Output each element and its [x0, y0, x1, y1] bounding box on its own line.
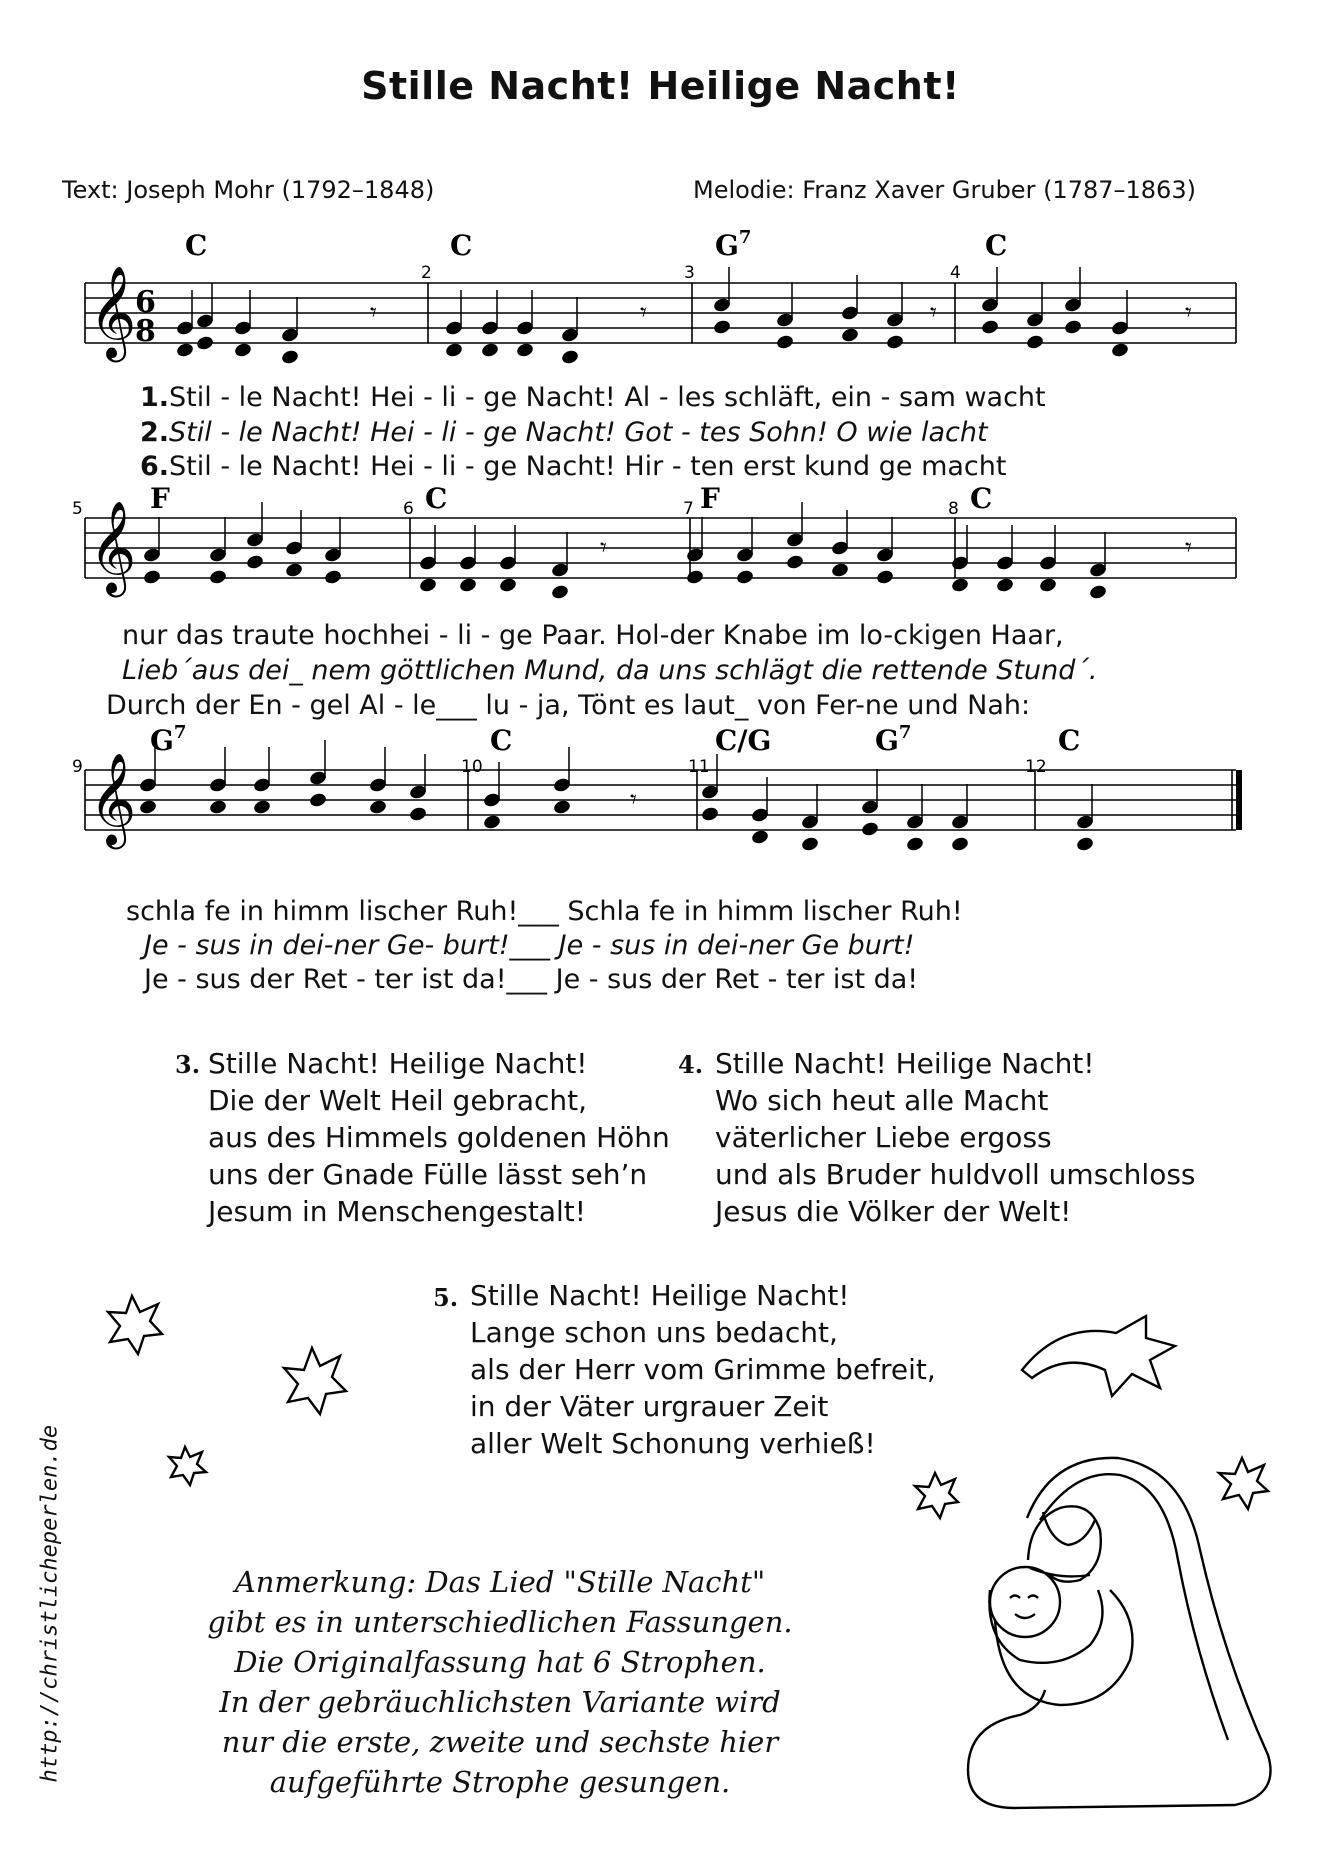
measure-number: 4	[950, 263, 961, 283]
measure-number: 10	[461, 757, 483, 777]
chord-seventh: 7	[738, 227, 752, 248]
lyric-line-verse1-sys1: 1.Stil - le Nacht! Hei - li - ge Nacht! Al - les schläft, ein - sam wacht	[140, 382, 1046, 413]
verse-line: und als Bruder huldvoll umschloss	[715, 1158, 1196, 1191]
website-url[interactable]: http://christlicheperlen.de	[37, 1424, 63, 1783]
annotation-line: Anmerkung: Das Lied "Stille Nacht"	[234, 1565, 766, 1599]
measure-number: 3	[684, 263, 695, 283]
measure-number: 8	[948, 499, 959, 519]
measure-number: 11	[688, 757, 710, 777]
verse-line: aus des Himmels goldenen Höhn	[208, 1121, 670, 1154]
measure-number: 5	[72, 499, 83, 519]
lyric-line-verse2-sys1: 2.Stil - le Nacht! Hei - li - ge Nacht! Got - tes Sohn! O wie lacht	[140, 417, 988, 448]
chord-symbol: C	[450, 229, 473, 262]
measure-number: 7	[683, 499, 694, 519]
treble-clef-icon: 𝄞	[89, 500, 137, 593]
verse-line: Jesus die Völker der Welt!	[715, 1195, 1072, 1228]
measure-number: 6	[403, 499, 414, 519]
lyric-text: Stil - le Nacht! Hei - li - ge Nacht! Hir - ten erst kund ge macht	[169, 451, 1007, 482]
chord-symbol: $G^7$	[715, 227, 752, 262]
star-icon	[169, 1447, 206, 1485]
eighth-rest-icon: 𝄾	[600, 533, 607, 563]
chord-symbol: C	[185, 229, 208, 262]
verse-line: aller Welt Schonung verhieß!	[470, 1427, 876, 1460]
time-signature-bottom: 8	[135, 314, 156, 349]
annotation-line: aufgeführte Strophe gesungen.	[269, 1765, 731, 1799]
verse-line: Lange schon uns bedacht,	[470, 1316, 838, 1349]
measure-number: 9	[72, 757, 83, 777]
treble-clef-icon: 𝄞	[89, 265, 137, 358]
lyric-line-verse6-sys3: Je - sus der Ret - ter ist da!___ Je - sus der Ret - ter ist da!	[144, 964, 919, 995]
annotation-line: gibt es in unterschiedlichen Fassungen.	[207, 1605, 793, 1639]
annotation-line: Die Originalfassung hat 6 Strophen.	[234, 1645, 766, 1679]
lyric-text: Stil - le Nacht! Hei - li - ge Nacht! Al - les schläft, ein - sam wacht	[169, 382, 1046, 413]
eighth-rest-icon: 𝄾	[1185, 533, 1192, 563]
star-icon	[284, 1348, 346, 1414]
eighth-rest-icon: 𝄾	[640, 298, 647, 328]
chord-symbol: C/G	[715, 724, 772, 757]
lyric-line-verse6-sys2: Durch der En - gel Al - le___ lu - ja, Tönt es laut_ von Fer-ne und Nah:	[106, 690, 1031, 721]
chord-symbol: F	[700, 482, 720, 515]
verse-line: uns der Gnade Fülle lässt seh’n	[208, 1158, 648, 1191]
star-icon	[1219, 1458, 1268, 1509]
annotation-line: nur die erste, zweite und sechste hier	[221, 1725, 779, 1759]
chord-symbol: C	[490, 724, 513, 757]
chord-seventh: 7	[173, 722, 187, 743]
verse-line: Die der Welt Heil gebracht,	[208, 1084, 588, 1117]
lyric-line-verse1-sys2: nur das traute hochhei - li - ge Paar. Hol-der Knabe im lo-ckigen Haar,	[122, 620, 1064, 651]
chord-symbol: $G^7$	[875, 722, 912, 757]
chord-symbol: C	[1058, 724, 1081, 757]
verse-line: in der Väter urgrauer Zeit	[470, 1390, 829, 1423]
verse-line: Jesum in Menschengestalt!	[208, 1195, 586, 1228]
chord-symbol: $G^7$	[150, 722, 187, 757]
annotation-line: In der gebräuchlichsten Variante wird	[219, 1685, 781, 1719]
eighth-rest-icon: 𝄾	[1185, 298, 1192, 328]
treble-clef-icon: 𝄞	[89, 752, 137, 845]
star-icon	[108, 1296, 162, 1354]
chord-symbol: C	[985, 229, 1008, 262]
verse-line: Stille Nacht! Heilige Nacht!	[208, 1047, 588, 1080]
verse-4-number: 4.	[678, 1050, 704, 1079]
eighth-rest-icon: 𝄾	[370, 298, 377, 328]
lyric-text: Stil - le Nacht! Hei - li - ge Nacht! Got - tes Sohn! O wie lacht	[169, 417, 988, 448]
chord-symbol: C	[970, 482, 993, 515]
mary-and-child-icon	[968, 1458, 1271, 1808]
verse-3-number: 3.	[175, 1050, 201, 1079]
chord-seventh: 7	[898, 722, 912, 743]
measure-number: 2	[421, 263, 432, 283]
lyric-line-verse6-sys1: 6.Stil - le Nacht! Hei - li - ge Nacht! Hir - ten erst kund ge macht	[140, 451, 1007, 482]
text-credit: Text: Joseph Mohr (1792–1848)	[62, 176, 435, 204]
verse-line: als der Herr vom Grimme befreit,	[470, 1353, 936, 1386]
eighth-rest-icon: 𝄾	[930, 298, 937, 328]
shooting-star-icon	[1022, 1316, 1175, 1396]
page-title: Stille Nacht! Heilige Nacht!	[361, 64, 960, 108]
verse-line: Wo sich heut alle Macht	[715, 1084, 1049, 1117]
verse-5-number: 5.	[433, 1283, 459, 1312]
chord-symbol: C	[425, 482, 448, 515]
measure-number: 12	[1025, 757, 1047, 777]
lyric-line-verse1-sys3: schla fe in himm lischer Ruh!___ Schla fe in himm lischer Ruh!	[126, 896, 963, 927]
lyric-line-verse2-sys3: Je - sus in dei-ner Ge- burt!___ Je - sus in dei-ner Ge burt!	[144, 930, 915, 961]
verse-line: Stille Nacht! Heilige Nacht!	[715, 1047, 1095, 1080]
lyric-line-verse2-sys2: Lieb´aus dei_ nem göttlichen Mund, da uns schlägt die rettende Stund´.	[122, 655, 1098, 686]
verse-line: Stille Nacht! Heilige Nacht!	[470, 1279, 850, 1312]
chord-symbol: F	[150, 482, 170, 515]
star-icon	[915, 1473, 958, 1518]
time-signature-top: 6	[135, 285, 156, 320]
verse-line: väterlicher Liebe ergoss	[715, 1121, 1052, 1154]
eighth-rest-icon: 𝄾	[630, 785, 637, 815]
melody-credit: Melodie: Franz Xaver Gruber (1787–1863)	[693, 176, 1196, 204]
